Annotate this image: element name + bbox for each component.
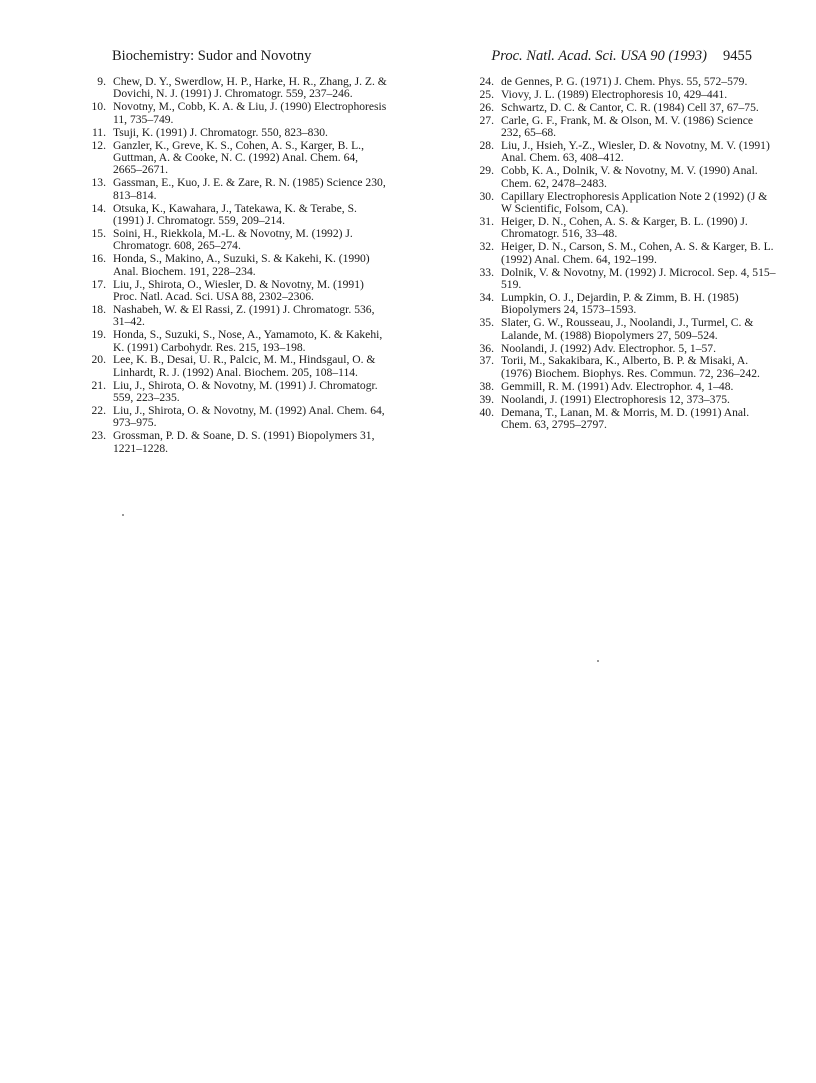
reference-item — [476, 165, 776, 190]
reference-item — [88, 253, 388, 278]
reference-number: 38. — [479, 379, 494, 393]
reference-number: 17. — [91, 277, 106, 291]
reference-item — [88, 127, 388, 139]
reference-item — [88, 140, 388, 177]
reference-item — [476, 115, 776, 140]
reference-text: Ganzler, K., Greve, K. S., Cohen, A. S., Karger, B. L., Guttman, A. & Cooke, N. C. (1992) Anal. Chem. 64, 2665–2671. — [113, 138, 364, 177]
reference-number: 35. — [479, 316, 494, 330]
reference-number: 30. — [479, 189, 494, 203]
reference-number: 40. — [479, 405, 494, 419]
reference-number: 22. — [91, 404, 106, 418]
journal-name: Proc. Natl. Acad. Sci. USA 90 (1993) — [491, 48, 707, 64]
reference-number: 19. — [91, 328, 106, 342]
reference-item — [476, 292, 776, 317]
reference-item — [476, 241, 776, 266]
reference-number: 18. — [91, 302, 106, 316]
reference-item — [476, 140, 776, 165]
scan-speck — [122, 514, 124, 516]
reference-number: 10. — [91, 100, 106, 114]
reference-item — [476, 407, 776, 432]
running-header — [112, 48, 752, 68]
reference-text: Schwartz, D. C. & Cantor, C. R. (1984) Cell 37, 67–75. — [501, 100, 759, 114]
reference-item — [88, 405, 388, 430]
journal-citation — [491, 48, 752, 65]
reference-number: 25. — [479, 87, 494, 101]
reference-text: Chew, D. Y., Swerdlow, H. P., Harke, H. R., Zhang, J. Z. & Dovichi, N. J. (1991) J. Chromatogr. 559, 237–246. — [113, 75, 387, 101]
reference-item — [476, 191, 776, 216]
reference-item — [476, 89, 776, 101]
reference-item — [476, 343, 776, 355]
references-right-column — [476, 76, 776, 432]
reference-item — [476, 102, 776, 114]
reference-number: 27. — [479, 113, 494, 127]
reference-item — [88, 380, 388, 405]
reference-text: Dolnik, V. & Novotny, M. (1992) J. Microcol. Sep. 4, 515–519. — [501, 265, 776, 291]
reference-text: Noolandi, J. (1991) Electrophoresis 12, 373–375. — [501, 392, 730, 406]
reference-text: Liu, J., Shirota, O. & Novotny, M. (1992) Anal. Chem. 64, 973–975. — [113, 404, 385, 430]
reference-text: Soini, H., Riekkola, M.-L. & Novotny, M. (1992) J. Chromatogr. 608, 265–274. — [113, 226, 353, 253]
reference-number: 29. — [479, 164, 494, 178]
reference-item — [88, 430, 388, 455]
reference-text: Capillary Electrophoresis Application Note 2 (1992) (J & W Scientific, Folsom, CA). — [501, 189, 768, 216]
reference-number: 15. — [91, 226, 106, 240]
reference-text: de Gennes, P. G. (1971) J. Chem. Phys. 55, 572–579. — [501, 75, 748, 88]
reference-text: Liu, J., Shirota, O., Wiesler, D. & Novotny, M. (1991) Proc. Natl. Acad. Sci. USA 88, 2302–2306. — [113, 277, 364, 303]
reference-number: 39. — [479, 392, 494, 406]
reference-item — [476, 394, 776, 406]
scan-speck — [597, 660, 599, 662]
reference-text: Tsuji, K. (1991) J. Chromatogr. 550, 823–830. — [113, 125, 328, 139]
reference-text: Torii, M., Sakakibara, K., Alberto, B. P. & Misaki, A. (1976) Biochem. Biophys. Res. Commun. 72, 236–242. — [501, 354, 760, 380]
reference-number: 14. — [91, 201, 106, 215]
reference-item — [88, 203, 388, 228]
references-left-column — [88, 76, 388, 456]
reference-text: Otsuka, K., Kawahara, J., Tatekawa, K. & Terabe, S. (1991) J. Chromatogr. 559, 209–214. — [113, 201, 357, 227]
reference-number: 32. — [479, 240, 494, 254]
reference-item — [88, 329, 388, 354]
reference-item — [88, 228, 388, 253]
reference-number: 20. — [91, 353, 106, 367]
reference-number: 37. — [479, 354, 494, 368]
reference-text: Slater, G. W., Rousseau, J., Noolandi, J., Turmel, C. & Lalande, M. (1988) Biopolymers 27, 509–524. — [501, 316, 754, 342]
reference-item — [476, 381, 776, 393]
reference-item — [476, 216, 776, 241]
reference-text: Cobb, K. A., Dolnik, V. & Novotny, M. V. (1990) Anal. Chem. 62, 2478–2483. — [501, 164, 758, 190]
running-title: Biochemistry: Sudor and Novotny — [112, 48, 312, 64]
reference-number: 33. — [479, 265, 494, 279]
reference-text: Heiger, D. N., Carson, S. M., Cohen, A. S. & Karger, B. L. (1992) Anal. Chem. 64, 192–199. — [501, 240, 774, 266]
reference-number: 9. — [97, 75, 106, 88]
reference-text: Noolandi, J. (1992) Adv. Electrophor. 5, 1–57. — [501, 341, 716, 355]
reference-number: 21. — [91, 378, 106, 392]
reference-item — [88, 304, 388, 329]
reference-text: Liu, J., Shirota, O. & Novotny, M. (1991) J. Chromatogr. 559, 223–235. — [113, 378, 378, 405]
reference-item — [88, 279, 388, 304]
reference-text: Viovy, J. L. (1989) Electrophoresis 10, 429–441. — [501, 87, 728, 101]
reference-number: 34. — [479, 290, 494, 304]
reference-number: 23. — [91, 429, 106, 443]
page-number: 9455 — [723, 48, 752, 64]
reference-text: Novotny, M., Cobb, K. A. & Liu, J. (1990) Electrophoresis 11, 735–749. — [113, 100, 387, 126]
reference-number: 31. — [479, 214, 494, 228]
reference-number: 36. — [479, 341, 494, 355]
reference-number: 13. — [91, 176, 106, 190]
reference-number: 28. — [479, 139, 494, 153]
reference-text: Honda, S., Makino, A., Suzuki, S. & Kakehi, K. (1990) Anal. Biochem. 191, 228–234. — [113, 252, 370, 278]
reference-text: Gemmill, R. M. (1991) Adv. Electrophor. 4, 1–48. — [501, 379, 734, 393]
reference-text: Liu, J., Hsieh, Y.-Z., Wiesler, D. & Novotny, M. V. (1991) Anal. Chem. 63, 408–412. — [501, 139, 770, 165]
reference-item — [88, 177, 388, 202]
reference-text: Carle, G. F., Frank, M. & Olson, M. V. (1986) Science 232, 65–68. — [501, 113, 754, 140]
reference-text: Lee, K. B., Desai, U. R., Palcic, M. M., Hindsgaul, O. & Linhardt, R. J. (1992) Anal. Biochem. 205, 108–114. — [113, 353, 376, 379]
reference-text: Demana, T., Lanan, M. & Morris, M. D. (1991) Anal. Chem. 63, 2795–2797. — [501, 405, 750, 431]
reference-number: 26. — [479, 100, 494, 114]
reference-text: Gassman, E., Kuo, J. E. & Zare, R. N. (1985) Science 230, 813–814. — [113, 176, 386, 202]
reference-text: Grossman, P. D. & Soane, D. S. (1991) Biopolymers 31, 1221–1228. — [113, 429, 375, 455]
reference-text: Honda, S., Suzuki, S., Nose, A., Yamamoto, K. & Kakehi, K. (1991) Carbohydr. Res. 215, 193–198. — [113, 328, 383, 354]
reference-text: Lumpkin, O. J., Dejardin, P. & Zimm, B. H. (1985) Biopolymers 24, 1573–1593. — [501, 290, 739, 317]
reference-item — [476, 76, 776, 88]
reference-text: Nashabeh, W. & El Rassi, Z. (1991) J. Chromatogr. 536, 31–42. — [113, 302, 375, 329]
reference-item — [476, 267, 776, 292]
reference-item — [88, 354, 388, 379]
reference-number: 12. — [91, 138, 106, 152]
reference-item — [476, 355, 776, 380]
reference-item — [88, 101, 388, 126]
reference-number: 24. — [479, 75, 494, 88]
reference-number: 11. — [91, 125, 106, 139]
reference-number: 16. — [91, 252, 106, 266]
reference-item — [476, 317, 776, 342]
reference-item — [88, 76, 388, 101]
reference-text: Heiger, D. N., Cohen, A. S. & Karger, B. L. (1990) J. Chromatogr. 516, 33–48. — [501, 214, 748, 241]
